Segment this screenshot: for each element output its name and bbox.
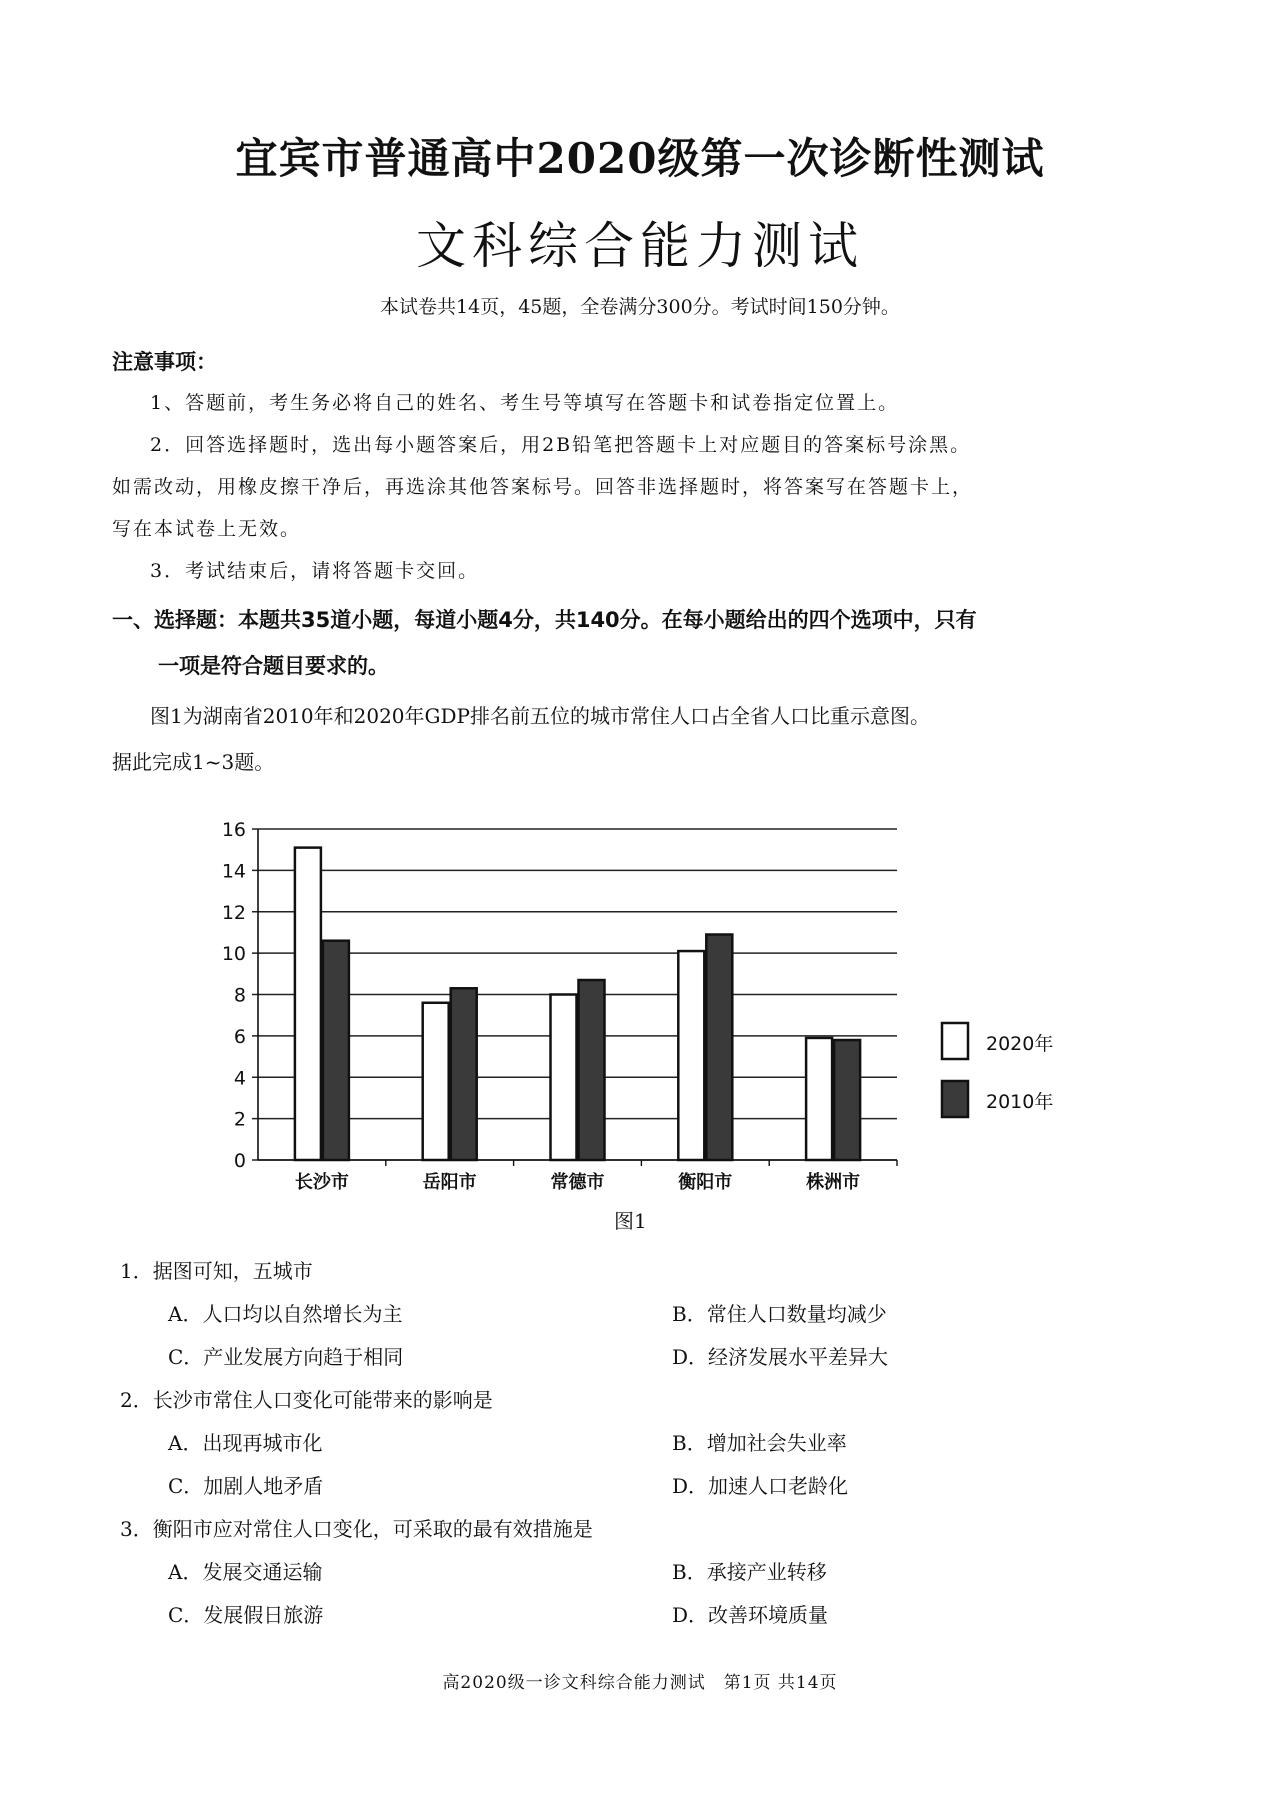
- y-tick-label: 0: [233, 1150, 246, 1172]
- question-1-option-d: D．经济发展水平差异大: [672, 1345, 889, 1369]
- y-tick-label: 10: [221, 943, 246, 966]
- x-tick-label: 衡阳市: [678, 1172, 733, 1193]
- x-tick-label: 常德市: [550, 1172, 605, 1193]
- question-3-option-c: C．发展假日旅游: [168, 1603, 324, 1627]
- question-1-option-c: C．产业发展方向趋于相同: [168, 1345, 404, 1369]
- y-tick-label: 12: [221, 901, 246, 924]
- question-1-option-b: B．常住人口数量均减少: [672, 1302, 887, 1326]
- y-tick-label: 6: [233, 1025, 246, 1048]
- bar-2010: [834, 1040, 860, 1160]
- legend-label: 2020年: [986, 1033, 1054, 1055]
- question-3-option-d: D．改善环境质量: [672, 1603, 829, 1627]
- x-tick-label: 株洲市: [806, 1172, 861, 1193]
- y-tick-label: 16: [221, 819, 246, 841]
- question-1-option-a: A．人口均以自然增长为主: [168, 1302, 403, 1326]
- notice-item-2-line-1: 2．回答选择题时，选出每小题答案后，用2B铅笔把答题卡上对应题目的答案标号涂黑。: [150, 434, 972, 456]
- question-2-option-a: A．出现再城市化: [168, 1431, 323, 1455]
- section-heading: 一、选择题：本题共35道小题，每道小题4分，共140分。在每小题给出的四个选项中，只有: [112, 608, 977, 632]
- figure-intro-cont: 据此完成1~3题。: [112, 750, 275, 774]
- legend-label: 2010年: [986, 1091, 1054, 1113]
- notice-item-1: 1、答题前，考生务必将自己的姓名、考生号等填写在答题卡和试卷指定位置上。: [150, 392, 900, 414]
- page-footer: 高2020级一诊文科综合能力测试 第1页 共14页: [442, 1673, 838, 1693]
- bar-2010: [323, 941, 349, 1160]
- x-axis-labels: [295, 1171, 860, 1193]
- figure-intro: 图1为湖南省2010年和2020年GDP排名前五位的城市常住人口占全省人口比重示意图。: [150, 704, 930, 728]
- chart-bars: [295, 848, 860, 1160]
- y-tick-label: 2: [233, 1108, 246, 1131]
- chart-legend: [942, 1023, 1053, 1117]
- notice-heading: 注意事项：: [112, 350, 217, 374]
- y-tick-label: 8: [233, 984, 246, 1007]
- figure-caption: 图1: [614, 1209, 647, 1233]
- x-tick-label: 长沙市: [294, 1172, 349, 1193]
- notice-item-3: 3．考试结束后，请将答题卡交回。: [150, 560, 480, 582]
- question-1-stem: 1．据图可知，五城市: [120, 1259, 313, 1283]
- question-2-option-d: D．加速人口老龄化: [672, 1474, 849, 1498]
- question-3-option-b: B．承接产业转移: [672, 1560, 827, 1584]
- y-tick-label: 4: [233, 1067, 246, 1090]
- bar-2020: [551, 995, 577, 1161]
- exam-info: 本试卷共14页，45题，全卷满分300分。考试时间150分钟。: [380, 296, 900, 318]
- bar-2020: [423, 1003, 449, 1160]
- exam-title: 宜宾市普通高中2020级第一次诊断性测试: [235, 134, 1045, 183]
- bar-chart: [190, 815, 1090, 1195]
- y-tick-label: 14: [221, 860, 246, 883]
- exam-subtitle: 文科综合能力测试: [416, 217, 864, 275]
- bar-2010: [579, 980, 605, 1160]
- legend-swatch-2010: [942, 1081, 968, 1117]
- bar-2020: [295, 848, 321, 1160]
- notice-item-2-line-2: 如需改动，用橡皮擦干净后，再选涂其他答案标号。回答非选择题时，将答案写在答题卡上，: [112, 476, 974, 498]
- x-tick-label: 岳阳市: [422, 1172, 477, 1193]
- notice-item-2-line-3: 写在本试卷上无效。: [112, 518, 302, 540]
- legend-swatch-2020: [942, 1023, 968, 1059]
- bar-2020: [678, 951, 704, 1160]
- bar-2010: [706, 935, 732, 1160]
- question-2-option-c: C．加剧人地矛盾: [168, 1474, 324, 1498]
- bar-2020: [806, 1038, 832, 1160]
- question-2-option-b: B．增加社会失业率: [672, 1431, 847, 1455]
- section-heading-cont: 一项是符合题目要求的。: [158, 654, 389, 678]
- y-axis-ticks: [222, 819, 246, 1172]
- bar-2010: [451, 988, 477, 1160]
- question-2-stem: 2．长沙市常住人口变化可能带来的影响是: [120, 1388, 493, 1412]
- question-3-stem: 3．衡阳市应对常住人口变化，可采取的最有效措施是: [120, 1517, 593, 1541]
- question-3-option-a: A．发展交通运输: [168, 1560, 323, 1584]
